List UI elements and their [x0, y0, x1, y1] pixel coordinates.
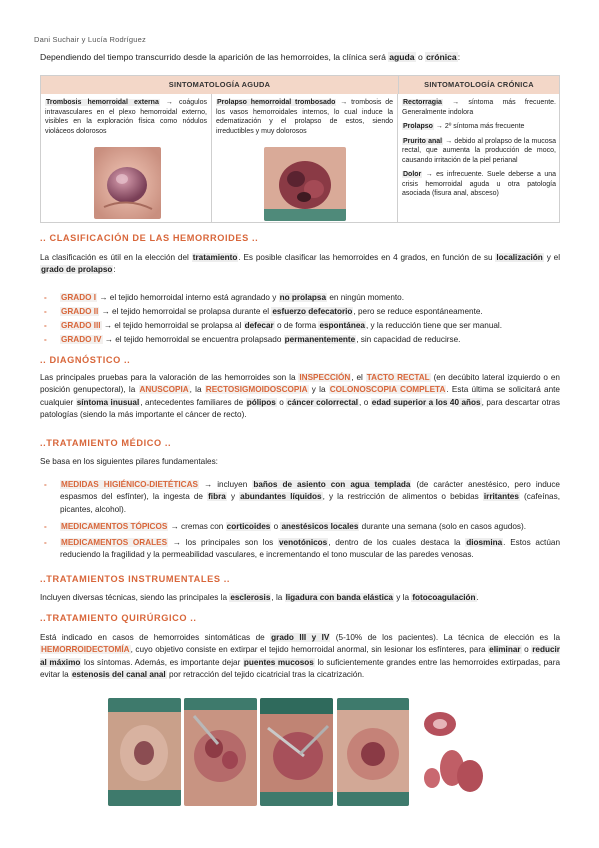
- medidas-item: [44, 479, 560, 516]
- hemorroidectomia-term: HEMORROIDECTOMÍA: [41, 645, 130, 655]
- prurito-text: → debido al prolapso de la mucosa rectal, que aumenta la producción de moco, causando irritación de la piel perianal: [402, 137, 556, 164]
- orales-label: MEDICAMENTOS ORALES: [61, 538, 168, 547]
- grado-ii-a: → el tejido hemorroidal se prolapsa durante el: [101, 307, 270, 316]
- grado-iii-a: → el tejido hemorroidal se prolapsa al: [103, 321, 242, 330]
- prolapso-text: → 2º síntoma más frecuente: [435, 123, 525, 130]
- prolapso-trombosado-title: Prolapso hemorroidal trombosado: [217, 99, 336, 106]
- diosmina-term: diosmina: [466, 538, 503, 547]
- tacto-rectal-term: TACTO RECTAL: [366, 373, 430, 382]
- tratamiento-medico-heading: ..TRATAMIENTO MÉDICO ..: [40, 438, 172, 448]
- cell-trombosis: [41, 94, 212, 223]
- bullet-dash: -: [44, 293, 47, 302]
- edad-term: edad superior a los 40 años: [371, 397, 481, 407]
- grado-i-b: no prolapsa: [279, 293, 327, 302]
- diagnostico-paragraph: [40, 372, 560, 422]
- grado-ii-item: [44, 306, 560, 318]
- localizacion-term: localización: [496, 253, 543, 262]
- rectorragia-title: Rectorragia: [403, 99, 442, 106]
- grado-i-label: GRADO I: [61, 293, 97, 302]
- prolapso-title: Prolapso: [403, 123, 433, 130]
- intro-text: Dependiendo del tiempo transcurrido desde la aparición de las hemorroides, la clínica será: [40, 52, 386, 62]
- quirurgico-paragraph: [40, 632, 560, 682]
- prolapso-photo: [264, 147, 346, 221]
- esclerosis-term: esclerosis: [230, 593, 271, 602]
- diagnostico-heading: .. DIAGNÓSTICO ..: [40, 355, 131, 365]
- topicos-item: [44, 521, 560, 533]
- corticoides-term: corticoides: [226, 522, 271, 531]
- quir-text: (5-10% de los pacientes). La técnica de elección es la: [335, 633, 561, 642]
- grado-prolapso-term: grado de prolapso: [41, 265, 113, 275]
- prurito-title: Prurito anal: [403, 137, 443, 145]
- grado-ii-label: GRADO II: [61, 307, 99, 316]
- anuscopia-term: ANUSCOPIA: [139, 385, 189, 395]
- orales-item: [44, 537, 560, 562]
- cancer-colorrectal-term: cáncer colorrectal: [287, 397, 359, 407]
- excised-tissue-photo: [412, 698, 492, 806]
- surgery-photo-2: [184, 698, 257, 806]
- banos-term: baños de asiento con agua templada: [253, 480, 411, 489]
- orales-text: → los principales son los: [172, 538, 274, 547]
- dolor-text: → es infrecuente. Suele deberse a una crisis hemorroidal aguda u otra patología asociada (fisura anal, absceso): [402, 171, 556, 197]
- clasif-text-1: La clasificación es útil en la elección del: [40, 253, 189, 262]
- bullet-dash: -: [44, 321, 47, 330]
- grado-i-item: [44, 292, 560, 304]
- diag-text: . Esta última se solicitará ante cualquier: [40, 385, 560, 407]
- grado-iii-e: , y la reducción tiene que ser manual.: [365, 321, 503, 330]
- cell-prolapso-trombosado: [212, 94, 398, 223]
- grado-iii-item: [44, 320, 560, 332]
- bullet-dash: -: [44, 480, 47, 489]
- grado-iv-c: , sin capacidad de reducirse.: [356, 335, 461, 344]
- instr-text: .: [476, 593, 479, 602]
- instrumentales-paragraph: [40, 592, 560, 604]
- medidas-text: (de carácter anestésico, pero induce espasmos del esfínter), la ingesta de: [60, 480, 560, 502]
- cell-cronica: [398, 94, 560, 223]
- surgery-photo-3: [260, 698, 333, 806]
- puentes-term: puentes mucosos: [243, 657, 314, 667]
- bullet-dash: -: [44, 538, 47, 547]
- trombosis-title: Trombosis hemorroidal externa: [46, 99, 159, 106]
- grado-iii-b: defecar: [244, 321, 274, 330]
- bullet-dash: -: [44, 307, 47, 316]
- trombosis-photo: [94, 147, 161, 219]
- surgery-photo-1: [108, 698, 181, 806]
- diag-text: y la: [311, 385, 326, 395]
- quir-text: o: [524, 645, 529, 655]
- instr-text: , la: [271, 593, 283, 602]
- inspeccion-term: INSPECCIÓN: [299, 373, 351, 382]
- clasificacion-paragraph: [40, 252, 560, 277]
- cronica-term: crónica: [426, 52, 457, 62]
- quir-text: por retracción del tejido cicatricial tras la cicatrización.: [168, 670, 365, 680]
- diag-text: , el: [351, 373, 363, 382]
- ligadura-term: ligadura con banda elástica: [285, 593, 393, 602]
- quirurgico-heading: ..TRATAMIENTO QUIRÚRGICO ..: [40, 613, 197, 623]
- instr-text: Incluyen diversas técnicas, siendo las principales la: [40, 593, 228, 602]
- eliminar-term: eliminar: [489, 645, 521, 655]
- reducir-term: reducir al máximo: [40, 645, 560, 667]
- aguda-term: aguda: [389, 52, 415, 62]
- intro-paragraph: [40, 51, 560, 63]
- medidas-text: (cafeínas, picantes, alcohol).: [60, 492, 560, 514]
- grado-i-a: → el tejido hemorroidal interno está agrandado y: [99, 293, 277, 302]
- clasificacion-heading: .. CLASIFICACIÓN DE LAS HEMORROIDES ..: [40, 233, 259, 243]
- medidas-text: y: [230, 492, 236, 502]
- diag-text: o: [279, 397, 284, 407]
- grado-iii-label: GRADO III: [61, 321, 101, 330]
- grado-iv-item: [44, 334, 560, 346]
- diag-text: , la: [189, 385, 202, 395]
- authors: Dani Suchair y Lucía Rodríguez: [34, 35, 146, 44]
- anestesicos-term: anestésicos locales: [281, 522, 359, 531]
- liquidos-term: abundantes líquidos: [240, 492, 322, 502]
- header-cronica: SINTOMATOLOGÍA CRÓNICA: [424, 80, 534, 89]
- grado-iv-b: permanentemente: [284, 335, 356, 344]
- grado-i-c: en ningún momento.: [329, 293, 404, 302]
- diag-text: Las principales pruebas para la valoración de las hemorroides son la: [40, 373, 296, 382]
- clasif-colon: :: [113, 265, 116, 275]
- grado-iii-c: o de forma: [277, 321, 317, 330]
- quir-text: los síntomas. Además, es importante dejar: [83, 657, 241, 667]
- topicos-text: durante una semana (solo en casos agudos).: [361, 522, 526, 531]
- diag-text: , para descartar otras patologías (siendo la más importante el cáncer de recto).: [40, 397, 560, 420]
- quir-text: , cuyo objetivo consiste en extirpar el tejido hemorroidal anormal, sin lesionar los esfínteres, para: [130, 645, 486, 655]
- fotocoagulacion-term: fotocoagulación: [412, 593, 476, 602]
- instr-text: y la: [396, 593, 410, 602]
- quir-text: Está indicado en casos de hemorroides sintomáticas de: [40, 633, 265, 642]
- table-header: [41, 76, 559, 94]
- quir-text: lo suficientemente grandes entre las hemorroides extirpadas, para evitar la: [40, 657, 561, 680]
- grado-iv-a: → el tejido hemorroidal se encuentra prolapsado: [104, 335, 282, 344]
- fibra-term: fibra: [208, 492, 226, 502]
- rectosigmoidoscopia-term: RECTOSIGMOIDOSCOPIA: [205, 385, 308, 395]
- medidas-label: MEDIDAS HIGIÉNICO-DIETÉTICAS: [61, 480, 198, 489]
- bullet-dash: -: [44, 335, 47, 344]
- intro-or: o: [417, 52, 423, 62]
- grado-ii-b: esfuerzo defecatorio: [272, 307, 353, 316]
- diag-text: , o: [359, 397, 369, 407]
- intro-end: :: [457, 52, 461, 62]
- bullet-dash: -: [44, 522, 47, 531]
- tratamiento-term: tratamiento: [192, 253, 238, 262]
- diag-text: (en decúbito lateral izquierdo o en posición genupectoral), la: [40, 373, 560, 395]
- trombosis-text: → coágulos intravasculares en el plexo hemorroidal externo, visibles en la exploración física como nódulos violáceos dolorosos: [45, 99, 207, 135]
- medidas-text: , y la restricción de alimentos o bebidas: [322, 492, 479, 502]
- orales-text: , dentro de los cuales destaca la: [328, 538, 461, 547]
- estenosis-term: estenosis del canal anal: [71, 670, 166, 680]
- symptoms-table: [40, 75, 560, 223]
- dolor-title: Dolor: [403, 171, 422, 178]
- sintoma-inusual-term: síntoma inusual: [76, 397, 140, 407]
- clasif-text-2: . Es posible clasificar las hemorroides en 4 grados, en función de su: [238, 253, 493, 262]
- colonoscopia-term: COLONOSCOPIA COMPLETA: [329, 385, 446, 395]
- orales-text: . Estos actúan reduciendo la fragilidad y la permeabilidad vasculares, e incrementando el tono muscular de las paredes venosas.: [60, 538, 560, 560]
- polipos-term: pólipos: [246, 397, 276, 407]
- surgery-photo-4: [337, 698, 409, 806]
- topicos-text: o: [273, 522, 279, 531]
- grado-iv-label: GRADO IV: [61, 335, 102, 344]
- grado-iii-iv-term: grado III y IV: [271, 633, 330, 642]
- irritantes-term: irritantes: [483, 492, 519, 502]
- topicos-text: → cremas con: [170, 522, 224, 531]
- grado-iii-d: espontánea: [319, 321, 365, 330]
- clasif-y: y el: [546, 253, 561, 262]
- grado-ii-c: , pero se reduce espontáneamente.: [353, 307, 483, 316]
- medico-intro: Se basa en los siguientes pilares fundamentales:: [40, 457, 218, 466]
- header-aguda: SINTOMATOLOGÍA AGUDA: [41, 76, 399, 94]
- rectorragia-text: → síntoma más frecuente. Generalmente indolora: [402, 99, 556, 116]
- prolapso-trombosado-text: → trombosis de los vasos hemorroidales internos, lo cual induce la edematización y el prolapso de estos, siendo irreductibles y muy dolorosos: [216, 99, 393, 135]
- instrumentales-heading: ..TRATAMIENTOS INSTRUMENTALES ..: [40, 574, 231, 584]
- topicos-label: MEDICAMENTOS TÓPICOS: [61, 522, 168, 531]
- diag-text: , antecedentes familiares de: [140, 397, 244, 407]
- medidas-text: → incluyen: [204, 480, 248, 489]
- venotonicos-term: venotónicos: [278, 538, 328, 547]
